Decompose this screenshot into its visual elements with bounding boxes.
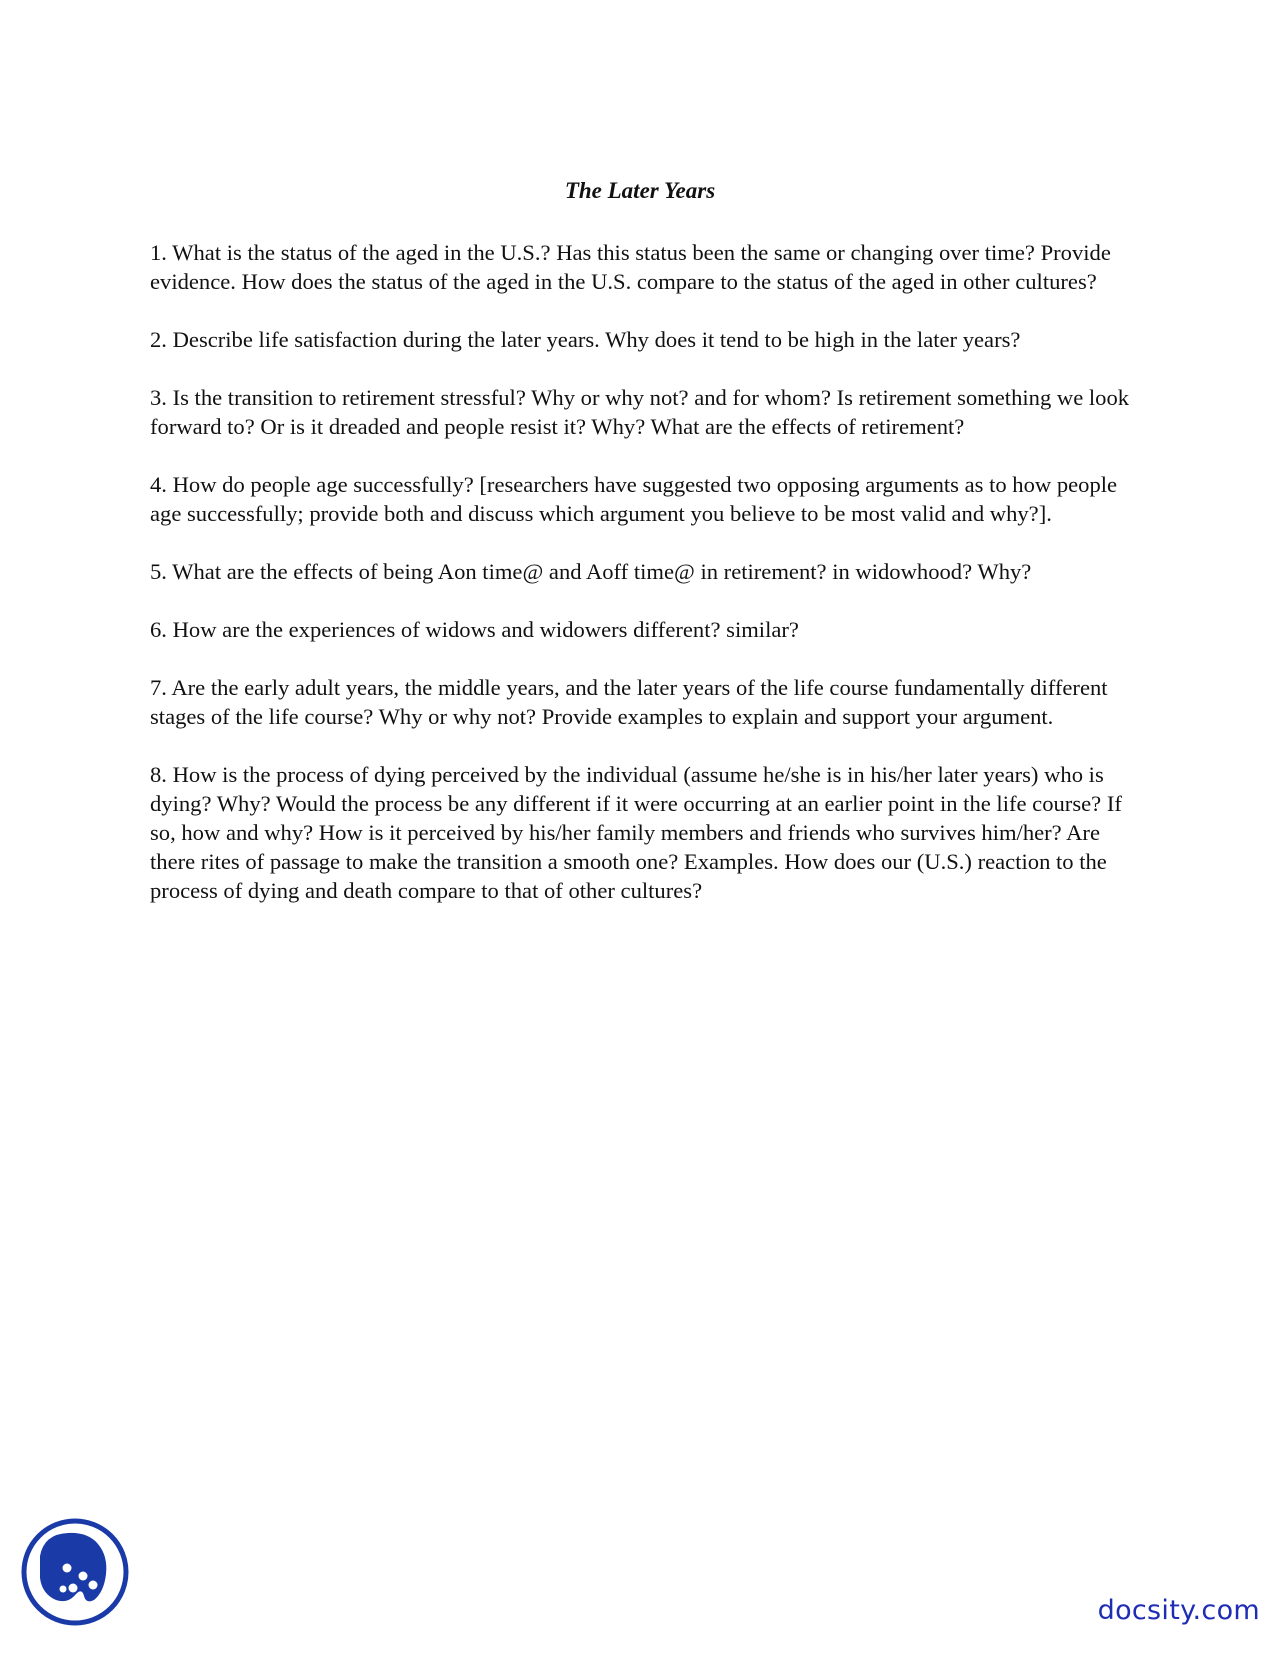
question-list — [150, 238, 1135, 934]
question-item: 5. What are the effects of being Aon time@ and Aoff time@ in retirement? in widowhood? Why? — [150, 559, 1032, 584]
question-item: 8. How is the process of dying perceived by the individual (assume he/she is in his/her later years) who is dying? Why? Would the process be any different if it were occurring at an earlier point in the life course? If so, how and why? How is it perceived by his/her family members and friends who survives him/her? Are there rites of passage to make the transition a smooth one? Examples. How does our (U.S.) reaction to the process of dying and death compare to that of other cultures? — [150, 762, 1122, 903]
question-item: 7. Are the early adult years, the middle years, and the later years of the life course fundamentally different stages of the life course? Why or why not? Provide examples to explain and support your argument. — [150, 675, 1108, 729]
question-item: 6. How are the experiences of widows and widowers different? similar? — [150, 617, 799, 642]
question-item: 3. Is the transition to retirement stressful? Why or why not? and for whom? Is retirement something we look forward to? Or is it dreaded and people resist it? Why? What are the effects of retirement? — [150, 385, 1130, 439]
question-item: 4. How do people age successfully? [researchers have suggested two opposing arguments as to how people age successfully; provide both and discuss which argument you believe to be most valid and why?]. — [150, 472, 1118, 526]
question-item: 1. What is the status of the aged in the U.S.? Has this status been the same or changing over time? Provide evidence. How does the status of the aged in the U.S. compare to the status of the aged in other cultures? — [150, 240, 1111, 294]
docsity-brand-link[interactable]: docsity.com — [1097, 1595, 1260, 1626]
question-item: 2. Describe life satisfaction during the later years. Why does it tend to be high in the later years? — [150, 327, 1021, 352]
docsity-logo-icon[interactable] — [20, 1516, 130, 1628]
page-title: The Later Years — [564, 178, 716, 203]
